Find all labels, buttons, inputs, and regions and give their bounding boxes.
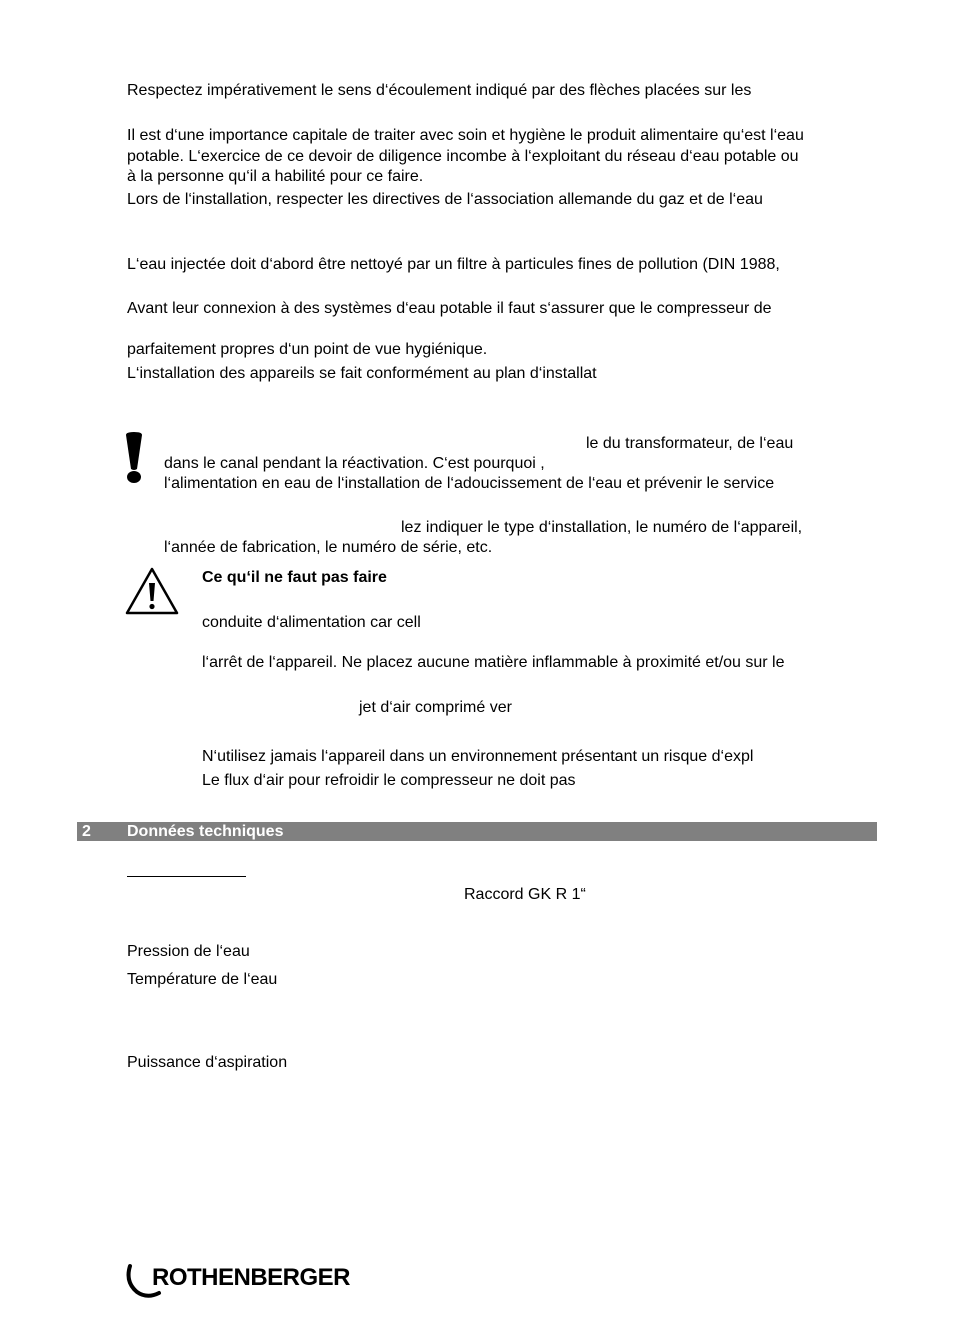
warning-line-3: jet d‘air comprimé ver [359,699,512,716]
paragraph-hygiene-line-3: à la personne qu‘il a habilité pour ce faire. [127,168,424,185]
warning-line-5: Le flux d‘air pour refroidir le compresseur ne doit pas [202,772,576,789]
notice-line-1: le du transformateur, de l‘eau [586,435,794,452]
warning-line-1: conduite d‘alimentation car cell [202,614,421,631]
paragraph-connection: Avant leur connexion à des systèmes d‘eau potable il faut s‘assurer que le compresseur de [127,300,772,317]
spec-suction-power: Puissance d‘aspiration [127,1054,288,1071]
logo-wordmark: ROTHENBERGER [152,1264,351,1291]
notice-line-3: l‘alimentation en eau de l‘installation de l‘adoucissement de l‘eau et prévenir le service [164,475,775,492]
spec-water-pressure: Pression de l‘eau [127,943,250,960]
underline-rule [127,876,246,877]
paragraph-installation-plan: L‘installation des appareils se fait conformément au plan d‘installat [127,365,597,382]
warning-line-4: N‘utilisez jamais l‘appareil dans un environnement présentant un risque d‘expl [202,748,754,765]
paragraph-hygienic: parfaitement propres d‘un point de vue hygiénique. [127,341,488,358]
paragraph-installation-directives: Lors de l‘installation, respecter les directives de l‘association allemande du gaz et de l‘eau [127,191,763,208]
spec-water-temperature: Température de l‘eau [127,971,278,988]
notice-line-5: l‘année de fabrication, le numéro de série, etc. [164,539,493,556]
warning-line-2: l‘arrêt de l‘appareil. Ne placez aucune matière inflammable à proximité et/ou sur le [202,654,785,671]
spec-connection: Raccord GK R 1“ [464,886,586,903]
rothenberger-logo [125,1262,365,1298]
section-title: Données techniques [127,823,284,840]
warning-heading: Ce qu‘il ne faut pas faire [202,569,387,586]
paragraph-flow-direction: Respectez impérativement le sens d‘écoulement indiqué par des flèches placées sur les [127,82,752,99]
warning-triangle-icon [125,567,179,615]
paragraph-filter: L‘eau injectée doit d‘abord être nettoyé par un filtre à particules fines de pollution (DIN 1988, [127,256,780,273]
section-header-technical-data [77,822,877,841]
paragraph-hygiene-line-2: potable. L‘exercice de ce devoir de diligence incombe à l‘exploitant du réseau d‘eau potable ou [127,148,799,165]
section-number: 2 [82,823,91,840]
paragraph-hygiene-line-1: Il est d‘une importance capitale de traiter avec soin et hygiène le produit alimentaire qu‘est l‘eau [127,127,804,144]
notice-line-2: dans le canal pendant la réactivation. C‘est pourquoi , [164,455,545,472]
notice-line-4: lez indiquer le type d‘installation, le numéro de l‘appareil, [401,519,803,536]
exclamation-icon [124,432,144,484]
